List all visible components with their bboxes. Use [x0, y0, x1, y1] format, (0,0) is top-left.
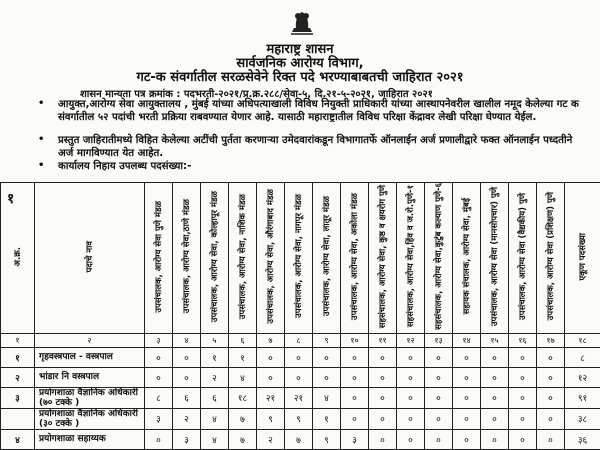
vacancy-cell: ३: [341, 429, 369, 449]
column-number: २: [35, 333, 145, 347]
vacancy-cell: ०: [145, 429, 173, 449]
column-number-row: [1, 333, 600, 347]
post-name: प्रयोगशाळा वैज्ञानिक अधिकारी (७० टक्के ): [35, 387, 145, 408]
column-header-label: अ.क्र.: [13, 246, 23, 267]
post-name: भांडार नि वस्त्रपाल: [35, 367, 145, 387]
vacancy-cell: ०: [453, 429, 481, 449]
vacancy-cell: ०: [285, 347, 313, 367]
column-number: १६: [509, 333, 537, 347]
column-header-label: सहसंचालक, आरोग्य सेवा,कुटुंब कल्याण पुणे-६: [434, 183, 444, 330]
vacancy-cell: ४: [229, 367, 257, 387]
vacancy-cell: ६: [201, 387, 229, 408]
bullet-icon: •: [38, 98, 45, 109]
total-cell: ९१: [565, 387, 600, 408]
column-header: [481, 183, 509, 334]
serial-number: [1, 408, 35, 429]
column-header: [537, 183, 565, 334]
vacancy-cell: ०: [481, 347, 509, 367]
vacancy-cell: ०: [481, 387, 509, 408]
vacancy-cell: ४: [201, 429, 229, 449]
column-header: [453, 183, 481, 334]
column-number: १७: [537, 333, 565, 347]
column-header-label: उपसंचालक, आरोग्य सेवा, लातूर मंडळ: [322, 196, 332, 317]
post-name: प्रयोगशाळा वैज्ञानिक अधिकारी (३० टक्के ): [35, 408, 145, 429]
table-row: [1, 408, 600, 429]
vacancy-cell: ०: [453, 367, 481, 387]
vacancy-cell: ०: [397, 408, 425, 429]
header-advertisement-title: गट-क संवर्गातील सरळसेवेने रिक्त पदे भरण्याबाबतची जाहिरात २०२१: [136, 70, 464, 85]
vacancy-cell: ०: [173, 367, 201, 387]
vacancy-cell: ०: [509, 347, 537, 367]
column-header: [201, 183, 229, 334]
vacancy-cell: ०: [425, 367, 453, 387]
header-department: सार्वजनिक आरोग्य विभाग,: [236, 56, 364, 71]
serial-number: २: [1, 367, 35, 387]
vacancy-cell: ०: [425, 408, 453, 429]
vacancy-cell: ०: [369, 367, 397, 387]
vacancy-cell: ०: [369, 387, 397, 408]
vacancy-cell: ०: [481, 429, 509, 449]
vacancy-cell: ४: [313, 387, 341, 408]
vacancy-cell: ०: [509, 367, 537, 387]
vacancy-cell: ०: [537, 429, 565, 449]
vacancy-cell: ६: [173, 387, 201, 408]
column-header-label: सहसंचालक, आरोग्य सेवा, कुष्ठ व क्षयरोग पुणे: [378, 184, 388, 329]
table-row: [1, 429, 600, 449]
paragraph-vacancy-heading: कार्यालय निहाय उपलब्ध पदसंख्या:-: [58, 161, 192, 172]
column-header: [257, 183, 285, 334]
vacancy-cell: ०: [341, 387, 369, 408]
vacancy-cell: २: [201, 367, 229, 387]
total-cell: ८: [565, 347, 600, 367]
column-number: ११: [369, 333, 397, 347]
column-number: ९: [313, 333, 341, 347]
vacancy-cell: ३: [145, 408, 173, 429]
vacancy-cell: ०: [313, 367, 341, 387]
vacancy-table: [0, 182, 600, 450]
vacancy-cell: २: [173, 408, 201, 429]
serial-number: ४: [1, 429, 35, 449]
vacancy-cell: ९: [257, 408, 285, 429]
column-header-label: एकूण पदसंख्या: [578, 232, 588, 281]
vacancy-cell: ०: [369, 408, 397, 429]
post-name: गृहवस्त्रपाल - वस्त्रपाल: [35, 347, 145, 367]
vacancy-cell: ०: [173, 347, 201, 367]
vacancy-cell: ०: [369, 429, 397, 449]
table-row: [1, 367, 600, 387]
vacancy-cell: ०: [425, 429, 453, 449]
vacancy-cell: २१: [257, 387, 285, 408]
vacancy-cell: ०: [257, 367, 285, 387]
column-header-label: उपसंचालक, आरोग्य सेवा, औरंगाबाद मंडळ: [266, 189, 276, 324]
vacancy-cell: १: [229, 347, 257, 367]
column-number: ५: [201, 333, 229, 347]
vacancy-cell: ०: [537, 408, 565, 429]
total-cell: ३८: [565, 408, 600, 429]
total-cell: १२: [565, 367, 600, 387]
total-cell: ३६: [565, 429, 600, 449]
vacancy-cell: ७: [285, 429, 313, 449]
vacancy-cell: ०: [453, 347, 481, 367]
post-name: प्रयोगशाळा सहाय्यक: [35, 429, 145, 449]
vacancy-cell: १: [201, 347, 229, 367]
vacancy-cell: ०: [425, 347, 453, 367]
state-emblem-icon: [286, 6, 318, 36]
vacancy-cell: ९: [313, 429, 341, 449]
corner-mark: १: [7, 191, 15, 207]
vacancy-cell: ०: [145, 367, 173, 387]
column-number: १: [1, 333, 35, 347]
column-header-label: उपसंचालक, आरोग्य सेवा, कोल्हापूर मंडळ: [210, 190, 220, 323]
column-number: ८: [285, 333, 313, 347]
serial-number: ३: [1, 387, 35, 408]
vacancy-cell: ०: [425, 387, 453, 408]
column-header: [35, 183, 145, 334]
vacancy-cell: ०: [537, 347, 565, 367]
column-number: १३: [425, 333, 453, 347]
column-header: [425, 183, 453, 334]
table-row: [1, 387, 600, 408]
column-number: १४: [453, 333, 481, 347]
column-header-label: पदाचे नाव: [85, 240, 95, 273]
column-header-label: उपसंचालक, आरोग्य सेवा (प्रशिक्षण) पुणे: [546, 192, 556, 321]
vacancy-cell: ०: [509, 408, 537, 429]
header-government: महाराष्ट्र शासन: [266, 42, 334, 57]
column-number: १८: [565, 333, 600, 347]
column-number: ३: [145, 333, 173, 347]
column-header-label: सहसंचालक, आरोग्य सेवा,हिंव व ज.रो.पुणे-१: [406, 185, 416, 328]
column-header-label: उपसंचालक, आरोग्य सेवा (मानसोपचार) पुणे: [490, 186, 500, 326]
column-header-label: उपसंचालक, आरोग्य सेवा पुणे मंडळ: [154, 200, 164, 313]
vacancy-grid: [0, 182, 600, 450]
vacancy-cell: ४: [201, 408, 229, 429]
column-header: [341, 183, 369, 334]
vacancy-cell: ०: [537, 367, 565, 387]
vacancy-cell: ९: [285, 408, 313, 429]
vacancy-cell: ०: [397, 347, 425, 367]
vacancy-cell: ७: [229, 408, 257, 429]
column-header-label: सहायक संचालक, आरोग्य सेवा, मुंबई: [462, 198, 472, 315]
column-header: [565, 183, 600, 334]
table-header-row: [1, 183, 600, 334]
vacancy-cell: ०: [257, 347, 285, 367]
vacancy-cell: ३: [173, 429, 201, 449]
vacancy-cell: ०: [453, 387, 481, 408]
paragraph-recruitment: आयुक्त,आरोग्य सेवा आयुक्तालय , मुंबई यांच्या अधिपत्याखाली विविध नियुक्ती प्राधिकारी यांच्या आस्थापनेवरील खालील नमूद केलेल्या गट क संवर्गातील ५२ पदांची भरती प्रक्रिया राबवण्यात येणार आहे. यासाठी महाराष्ट्रातील विविध परिक्षा केंद्रावर लेखी परिक्षा घेण्यात येईल.: [58, 99, 579, 123]
vacancy-cell: २१: [285, 387, 313, 408]
vacancy-cell: ०: [397, 367, 425, 387]
column-header: [1, 183, 35, 334]
vacancy-cell: १८: [229, 387, 257, 408]
vacancy-cell: ०: [481, 408, 509, 429]
vacancy-cell: ०: [397, 387, 425, 408]
paragraph-online-application: प्रस्तुत जाहिरातीमध्ये विहित केलेल्या अटींची पुर्तता करणाऱ्या उमेदवारांकडून विभागातर्फे ऑनलाईन अर्ज प्रणालीद्वारे फक्त ऑनलाईन पध्दतीने अर्ज मागविण्यात येत आहेत.: [58, 135, 573, 159]
vacancy-cell: ०: [453, 408, 481, 429]
column-number: ६: [229, 333, 257, 347]
vacancy-cell: ०: [341, 367, 369, 387]
column-header: [229, 183, 257, 334]
serial-number: १: [1, 347, 35, 367]
column-header-label: उपसंचालक, आरोग्य सेवा,ठाणे मंडळ: [182, 199, 192, 314]
vacancy-cell: ०: [145, 347, 173, 367]
column-header-label: उपसंचालक, आरोग्य सेवा (वैद्यकीय) पुणे: [518, 192, 528, 320]
column-number: ४: [173, 333, 201, 347]
vacancy-cell: ०: [313, 347, 341, 367]
vacancy-cell: ७: [229, 429, 257, 449]
vacancy-cell: ०: [397, 429, 425, 449]
column-header: [509, 183, 537, 334]
column-number: १५: [481, 333, 509, 347]
vacancy-cell: ८: [145, 387, 173, 408]
bullet-icon: •: [38, 134, 45, 145]
vacancy-cell: १: [313, 408, 341, 429]
approval-order-line: शासन मान्यता पत्र क्रमांक : पदभरती-२०२१/प्र.क्र.२८८/सेवा-५, दि.२१-५-२०२१, जाहिरात २०२१: [80, 89, 433, 100]
column-header-label: उपसंचालक, आरोग्य सेवा, नागपूर मंडळ: [294, 194, 304, 319]
vacancy-cell: ०: [341, 408, 369, 429]
vacancy-cell: ०: [537, 387, 565, 408]
column-header: [173, 183, 201, 334]
vacancy-cell: ०: [285, 367, 313, 387]
column-number: १०: [341, 333, 369, 347]
vacancy-cell: ०: [481, 367, 509, 387]
vacancy-cell: ०: [509, 387, 537, 408]
vacancy-cell: ०: [369, 347, 397, 367]
column-header: [369, 183, 397, 334]
vacancy-cell: ०: [341, 347, 369, 367]
vacancy-cell: २: [257, 429, 285, 449]
vacancy-cell: ०: [509, 429, 537, 449]
column-header-label: उपसंचालक, आरोग्य सेवा, नाशिक मंडळ: [238, 193, 248, 320]
bullet-icon: •: [38, 160, 45, 171]
column-header-label: उपसंचालक, आरोग्य सेवा, अकोला मंडळ: [350, 192, 360, 320]
column-header: [313, 183, 341, 334]
column-header: [145, 183, 173, 334]
column-header: [397, 183, 425, 334]
column-header: [285, 183, 313, 334]
column-number: ७: [257, 333, 285, 347]
table-row: [1, 347, 600, 367]
column-number: १२: [397, 333, 425, 347]
